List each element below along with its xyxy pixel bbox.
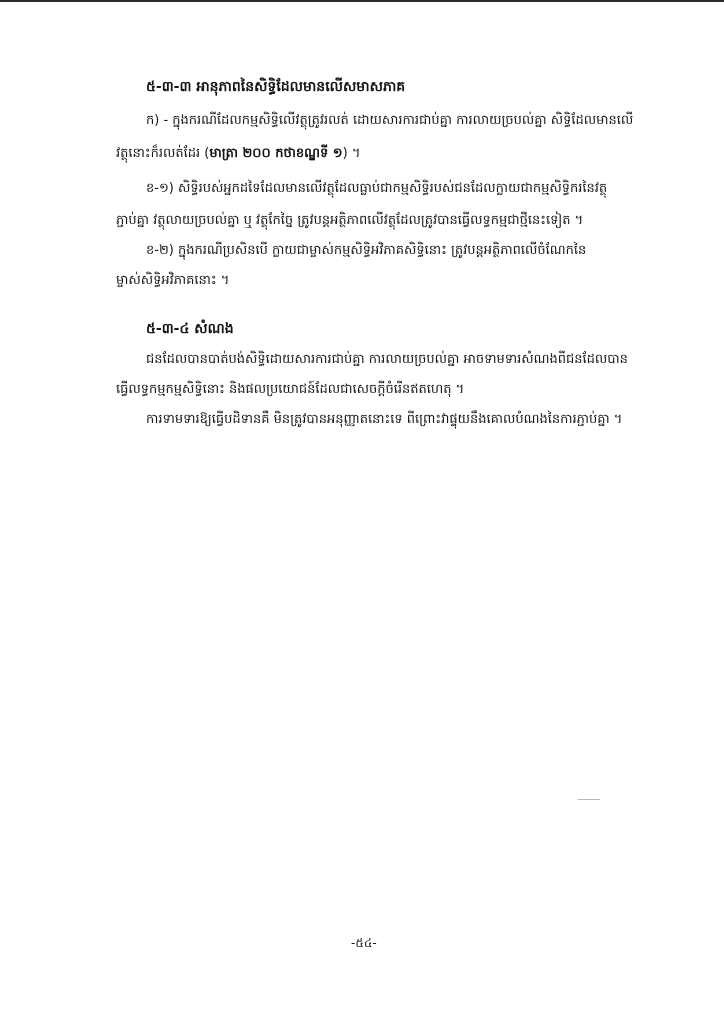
paragraph-kh2-line-2: ម្ចាស់សិទ្ធិអវិភាគនោះ ។ [116, 273, 230, 288]
paragraph-k-line-1: ក) - ក្នុងករណីដែលកម្មសិទ្ធិលើវត្ថុត្រូវរលត់ ដោយសារការជាប់គ្នា ការលាយច្របល់គ្នា សិទ្ធិដែលមានលើ [146, 113, 634, 128]
compensation-paragraph-1-line-2: ធ្វើលទ្ធកម្មកម្មសិទ្ធិនោះ និងផលប្រយោជន៍ដែលជាសេចក្តីចំរើនឥតហេតុ ។ [116, 382, 465, 397]
paragraph-kh1-line-2: ភ្ជាប់គ្នា វត្ថុលាយច្របល់គ្នា ឬ វត្ថុកែច្នៃ ត្រូវបន្តអត្ថិភាពលើវត្ថុដែលត្រូវបានធ្វើលទ្ធកម្មជាថ្មីនេះទៀត ។ [116, 213, 584, 228]
paragraph-kh2-line-1: ខ-២) ក្នុងករណីប្រសិនបើ ក្លាយជាម្ចាស់កម្មសិទ្ធិអវិភាគសិទ្ធិនោះ ត្រូវបន្តអត្ថិភាពលើចំណែកនៃ [146, 243, 587, 258]
section-heading-compensation: ៥-៣-៤ សំណង [146, 321, 234, 337]
compensation-paragraph-1-line-1: ជនដែលបានបាត់បង់សិទ្ធិដោយសារការជាប់គ្នា ការលាយច្របល់គ្នា អាចទាមទារសំណងពីជនដែលបាន [146, 352, 628, 367]
section-heading-effect-of-rights: ៥-៣-៣ អានុភាពនៃសិទ្ធិដែលមានលើសមាសភាគ [146, 79, 406, 95]
page-top-border [0, 0, 724, 2]
paragraph-k-line-2-text: វត្ថុនោះក៏រលត់ដែរ ( [116, 146, 210, 161]
article-reference: មាត្រា ២០០ កថាខណ្ឌទី ១ [209, 146, 343, 161]
paragraph-k-line-2-end: ) ។ [342, 146, 361, 161]
paragraph-kh1-line-1: ខ-១) សិទ្ធិរបស់អ្នកដទៃដែលមានលើវត្ថុដែលធ្លាប់ជាកម្មសិទ្ធិរបស់ជនដែលក្លាយជាកម្មសិទ្ធិករនៃវត្ថុ [146, 181, 608, 196]
compensation-paragraph-2: ការទាមទារឱ្យធ្វើបដិទានគឺ មិនត្រូវបានអនុញ្ញាតនោះទេ ពីព្រោះវាផ្ទុយនឹងគោលបំណងនៃការភ្ជាប់គ្នា ។ [146, 412, 623, 427]
scan-artifact [578, 799, 600, 800]
paragraph-k-line-2 [116, 145, 360, 164]
page-number: -៥៤- [351, 936, 377, 950]
